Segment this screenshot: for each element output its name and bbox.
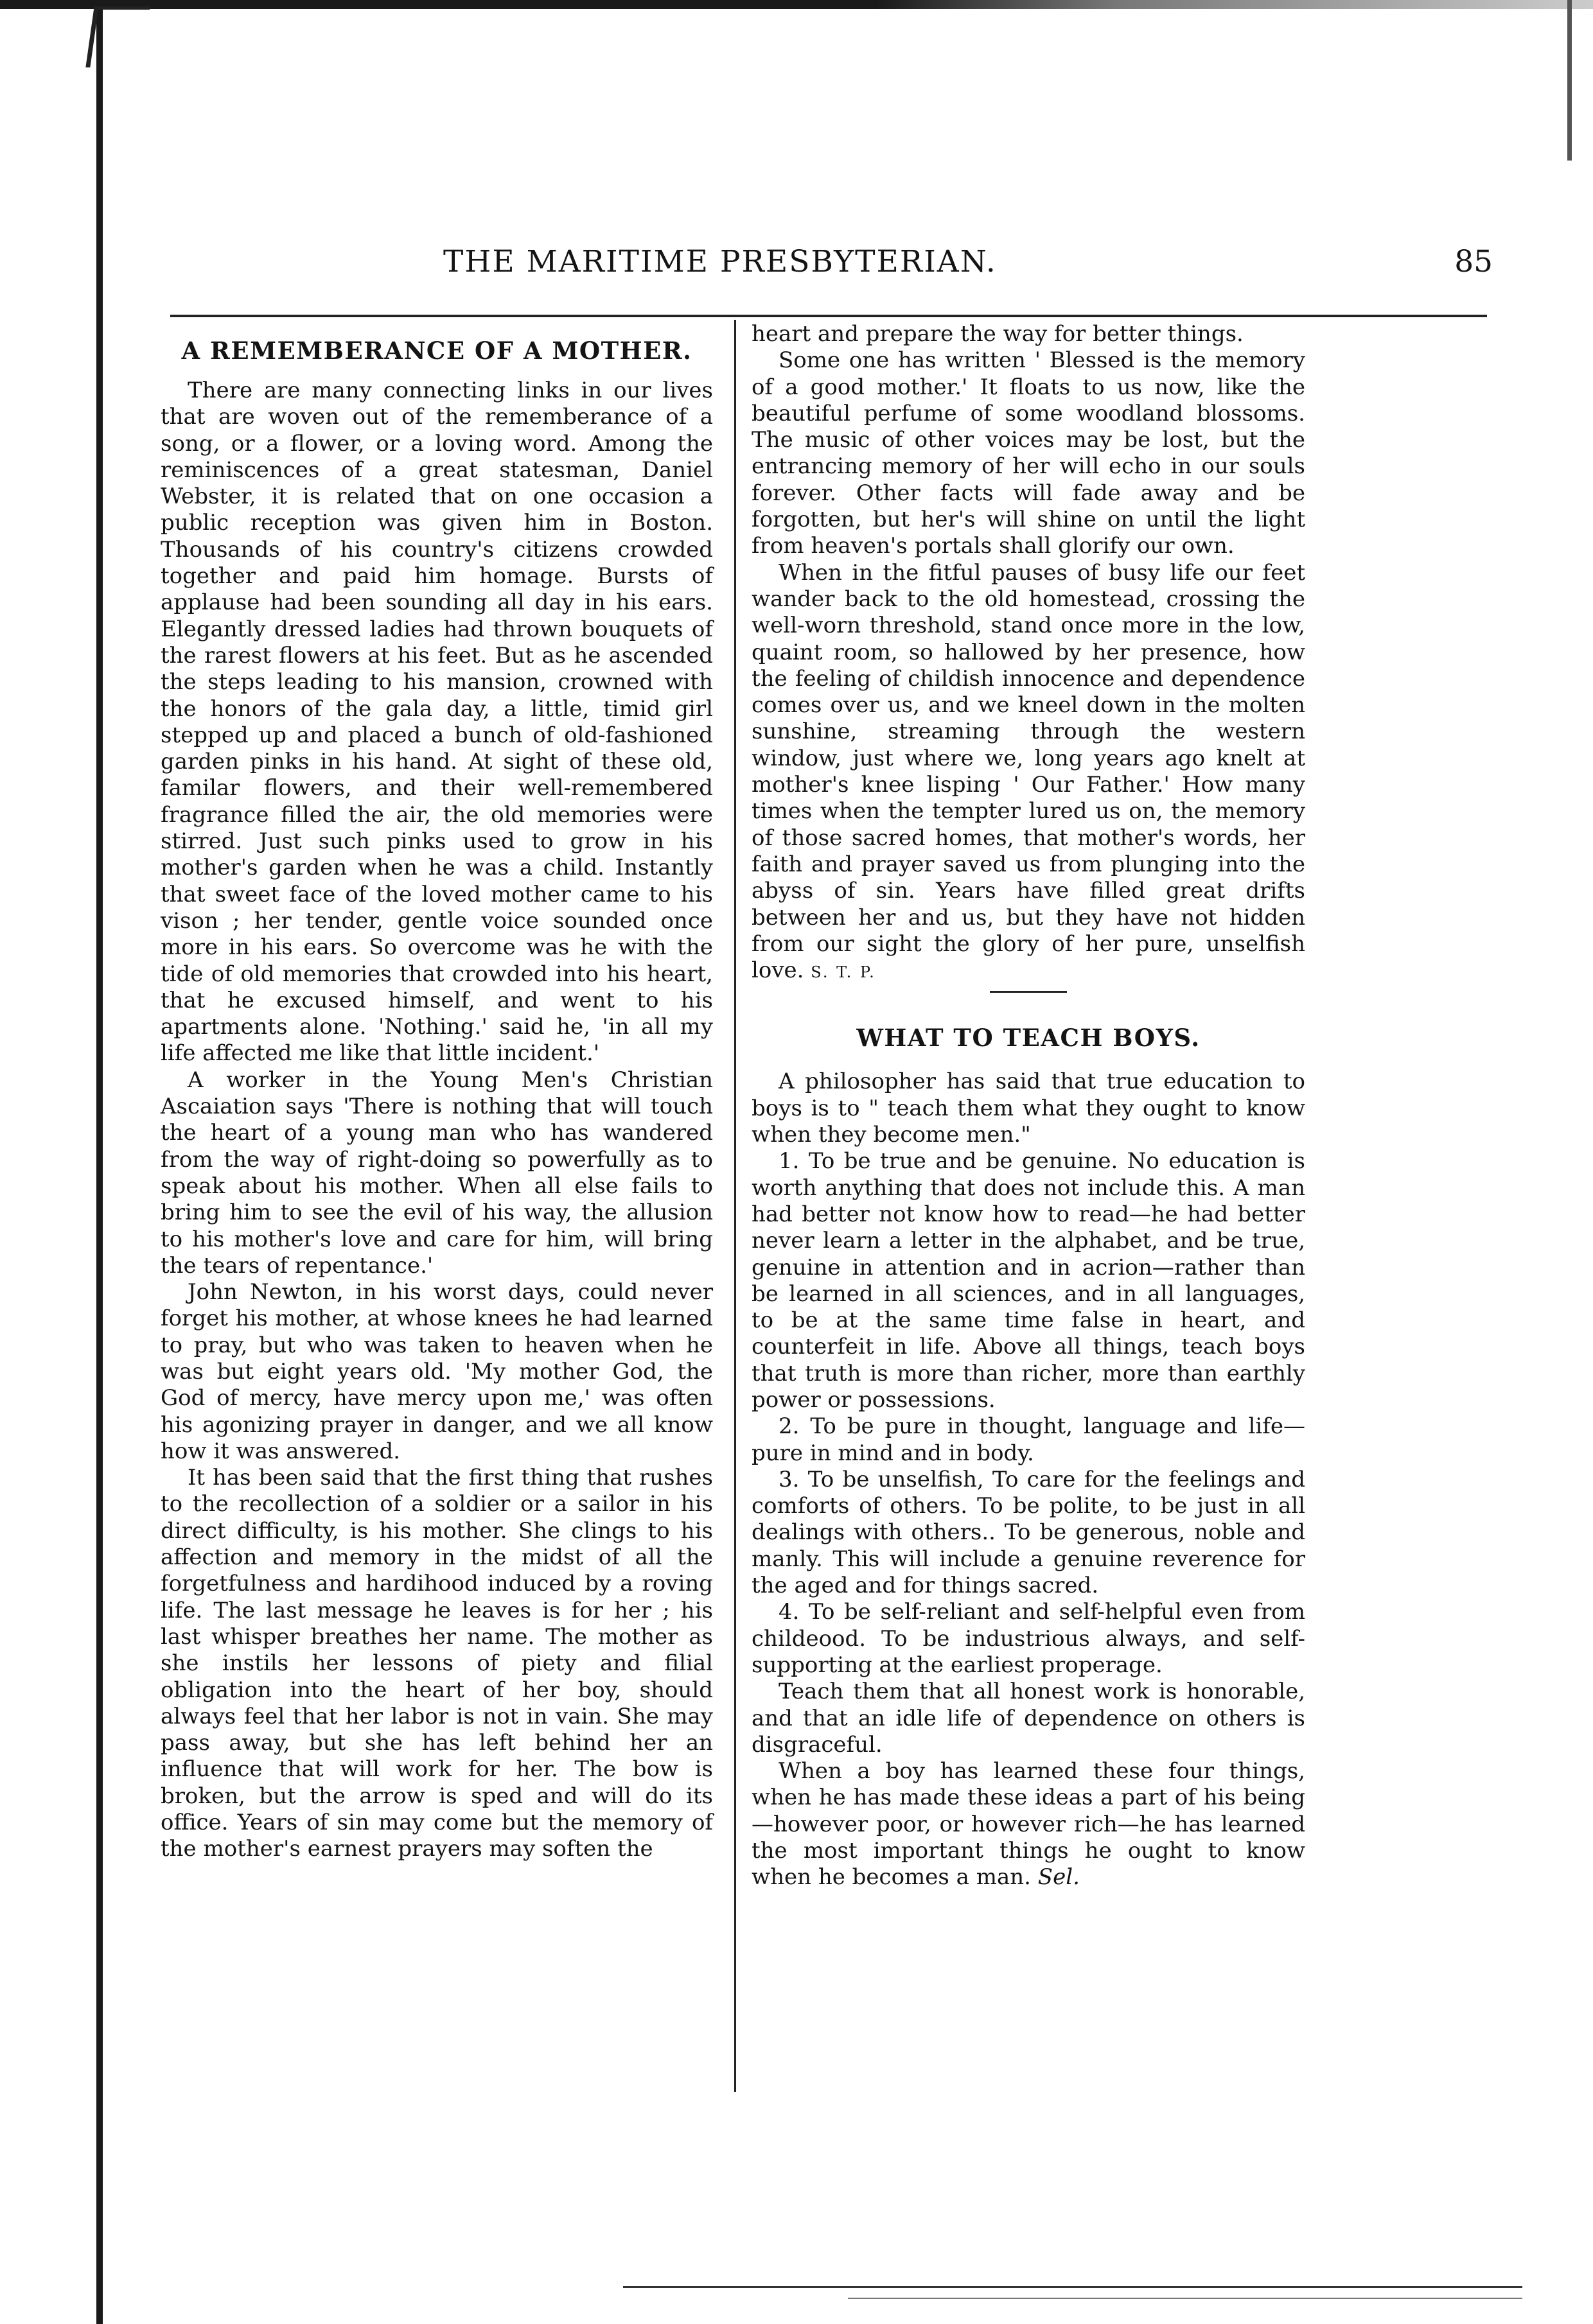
header-rule bbox=[170, 315, 1487, 317]
article-paragraph: 2. To be pure in thought, language and life—pure in mind and in body. bbox=[752, 1413, 1305, 1466]
author-signature: S. T. P. bbox=[811, 963, 876, 982]
article-paragraph bbox=[752, 560, 1305, 986]
article-paragraph bbox=[752, 1758, 1305, 1891]
right-column bbox=[752, 321, 1305, 1891]
continued-text: heart and prepare the way for better things. bbox=[752, 321, 1244, 347]
source-attribution: Sel. bbox=[1037, 1864, 1080, 1891]
bottom-rule bbox=[623, 2286, 1522, 2288]
section-divider bbox=[990, 991, 1067, 993]
article-paragraph: 4. To be self-reliant and self-helpful even from childeood. To be industrious always, and self-supporting at the earliest properage. bbox=[752, 1599, 1305, 1678]
article-paragraph: Teach them that all honest work is honorable, and that an idle life of dependence on others is disgraceful. bbox=[752, 1679, 1305, 1758]
article-paragraph: There are many connecting links in our lives that are woven out of the rememberance of a song, or a flower, or a loving word. Among the reminiscences of a great statesman, Daniel Webster, it is related that on one occasion a public reception was given him in Boston. Thousands of his country's citizens crowded together and paid him homage. Bursts of applause had been sounding all day in his ears. Elegantly dressed ladies had thrown bouquets of the rarest flowers at his feet. But as he ascended the steps leading to his mansion, crowned with the honors of the gala day, a little, timid girl stepped up and placed a bunch of old-fashioned garden pinks in his hand. At sight of these old, familar flowers, and their well-remembered fragrance filled the air, the old memories were stirred. Just such pinks used to grow in his mother's garden when he was a child. Instantly that sweet face of the loved mother came to his vison ; her tender, gentle voice sounded once more in his ears. So overcome was he with the tide of old memories that crowded into his heart, that he excused himself, and went to his apartments alone. 'Nothing.' said he, 'in all my life affected me like that little incident.' bbox=[161, 378, 713, 1067]
article-paragraph: John Newton, in his worst days, could never forget his mother, at whose knees he had learned to pray, but who was taken to heaven when he was but eight years old. 'My mother God, the God of mercy, have mercy upon me,' was often his agonizing prayer in danger, and we all know how it was answered. bbox=[161, 1279, 713, 1464]
page-number: 85 bbox=[1454, 244, 1493, 279]
article-paragraph: Some one has written ' Blessed is the memory of a good mother.' It floats to us now, like the beautiful perfume of some woodland blossoms. The music of other voices may be lost, but the entrancing memory of her will echo in our souls forever. Other facts will fade away and be forgotten, but her's will shine on until the light from heaven's portals shall glorify our own. bbox=[752, 347, 1305, 559]
article-paragraph: 1. To be true and be genuine. No education is worth anything that does not include this. A man had better not know how to read—he had better never learn a letter in the alphabet, and be true, genuine in attention and in acrion—rather than be learned in all sciences, and in all languages, to be at the same time false in heart, and counterfeit in life. Above all things, teach boys that truth is more than richer, more than earthly power or possessions. bbox=[752, 1148, 1305, 1413]
left-column bbox=[161, 321, 713, 1863]
article-paragraph: A worker in the Young Men's Christian Ascaiation says 'There is nothing that will touch the heart of a young man who has wandered from the way of right-doing so powerfully as to speak about his mother. When all else fails to bring him to see the evil of his way, the allusion to his mother's love and care for him, will bring the tears of repentance.' bbox=[161, 1067, 713, 1279]
page-edge-left bbox=[96, 0, 103, 2324]
bottom-rule-secondary bbox=[848, 2298, 1522, 2299]
article-paragraph: A philosopher has said that true education to boys is to " teach them what they ought to know when they become men." bbox=[752, 1069, 1305, 1148]
column-divider bbox=[734, 320, 736, 2092]
article-paragraph-text: When in the fitful pauses of busy life our feet wander back to the old homestead, crossing the well-worn threshold, stand once more in the low, quaint room, so hallowed by her presence, how the feeling of childish innocence and dependence comes over us, and we kneel down in the molten sunshine, streaming through the western window, just where we, long years ago knelt at mother's knee lisping ' Our Father.' How many times when the tempter lured us on, the memory of those sacred homes, that mother's words, her faith and prayer saved us from plunging into the abyss of sin. Years have filled great drifts between her and us, but they have not hidden from our sight the glory of her pure, unselfish love. bbox=[752, 559, 1305, 984]
article-paragraph: It has been said that the first thing that rushes to the recollection of a soldier or a sailor in his direct difficulty, is his mother. She clings to his affection and memory in the midst of all the forgetfulness and hardihood induced by a roving life. The last message he leaves is for her ; his last whisper breathes her name. The mother as she instils her lessons of piety and filial obligation into the heart of her boy, should always feel that her labor is not in vain. She may pass away, but she has left behind her an influence that will work for her. The bow is broken, but the arrow is sped and will do its office. Years of sin may come but the memory of the mother's earnest prayers may soften the bbox=[161, 1465, 713, 1862]
article-heading-boys: WHAT TO TEACH BOYS. bbox=[856, 1024, 1201, 1053]
corner-ink-mark bbox=[85, 6, 150, 67]
page-edge-top bbox=[0, 0, 1593, 9]
article-heading-mother: A REMEMBERANCE OF A MOTHER. bbox=[181, 336, 692, 365]
article-paragraph-text: When a boy has learned these four things, when he has made these ideas a part of his being—however poor, or however rich—he has learned the most important things he ought to know when he becomes a man. bbox=[752, 1758, 1305, 1891]
journal-title: THE MARITIME PRESBYTERIAN. bbox=[443, 244, 997, 279]
page-edge-right bbox=[1567, 0, 1572, 161]
running-head bbox=[148, 244, 1516, 289]
article-paragraph: 3. To be unselfish, To care for the feelings and comforts of others. To be polite, to be just in all dealings with others.. To be generous, noble and manly. This will include a genuine reverence for the aged and for things sacred. bbox=[752, 1466, 1305, 1599]
